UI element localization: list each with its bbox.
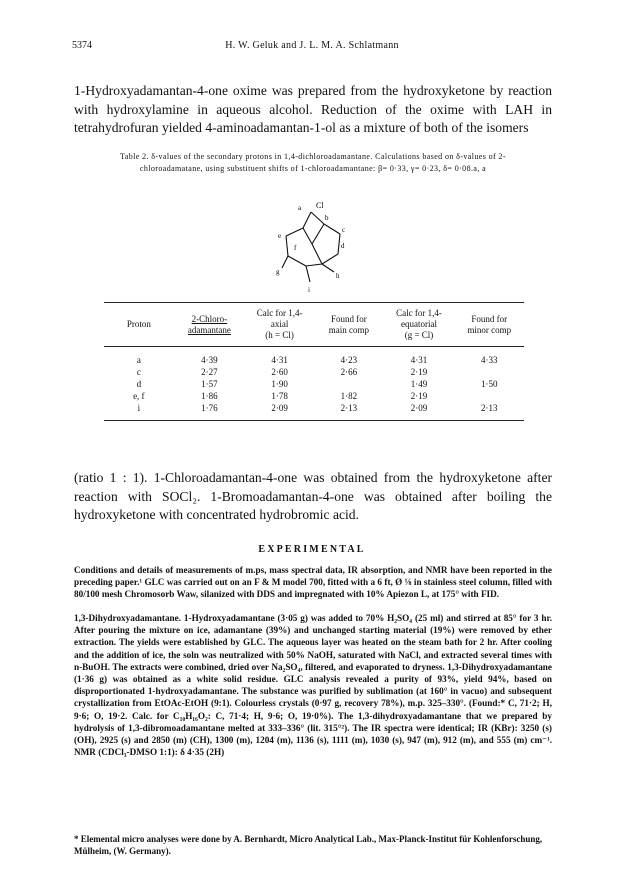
running-title: H. W. Geluk and J. L. M. A. Schlatmann [225,40,399,51]
structure-label-b: b [325,214,329,222]
footnote: * Elemental micro analyses were done by A. Bernhardt, Micro Analytical Lab., Max-Planck-Institut für Kohlenforschung, Mülheim, (W. Germany). [74,834,543,856]
structure-label-i: i [308,286,310,294]
column-header: Found for main comp [314,303,384,347]
table-cell: c [136,367,141,377]
table-cell: 4·23 [340,355,358,365]
table-cell [314,378,384,390]
table-cell: 4·31 [410,355,428,365]
dichloroadamantane-structure [256,198,376,298]
table-cell: 1·78 [271,391,288,401]
table-row [104,366,524,378]
structure-label-f: f [294,244,297,252]
table-cell: 4·31 [271,355,288,365]
table-row [104,402,524,421]
table-caption: Table 2. δ-values of the secondary protons in 1,4-dichloroadamantane. Calculations based on δ-values of 2-chloroadamatane, using substituent shifts of 1-chloroadamantane: β= 0·33, γ= 0·23, δ= 0·08.a, a [120,152,506,173]
table-cell: i [137,403,141,413]
table-row [104,390,524,402]
delta-values-table [104,302,524,421]
page-header [72,40,552,56]
page-number: 5374 [72,40,92,51]
table-cell: 2·60 [271,367,288,377]
table-cell: 2·13 [340,403,358,413]
structure-label-d: d [341,242,345,250]
structure-label-e: e [278,232,282,240]
table-row [104,347,524,367]
table-cell: 2·09 [410,403,428,413]
column-header: Calc for 1,4- axial (h = Cl) [245,303,314,347]
experimental-paragraph-dihydroxyadamantane: 1,3-Dihydroxyadamantane. 1-Hydroxyadamantane (3·05 g) was added to 70% H₂SO₄ (25 ml) and stirred at 85° for 3 hr. After pouring the mixture on ice, adamantane (39%) and unchanged starting material (19%) were removed by ether extraction. The yields were established by GLC. The aqueous layer was heated on the steam bath for 2 hr. After cooling and the addition of ice, the soln was neutralized with 50% NaOH, saturated with NaCl, and extracted several times with n-BuOH. The extracts were combined, dried over Na₂SO₄, filtered, and evaporated to dryness. 1,3-Dihydroxyadamantane (1·36 g) was obtained as a white solid residue. GLC analysis revealed a purity of 93%, yield 94%, based on disproportionated 1-hydroxyadamantane. The substance was purified by sublimation (at 160° in vacuo) and subsequent crystallization from EtOAc-EtOH (9:1). Colourless crystals (0·97 g, recovery 78%), m.p. 325–330°. (Found:* C, 71·2; H, 9·6; O, 19·2. Calc. for C₁₀H₁₆O₂: C, 71·4; H, 9·6; O, 19·0%). The 1,3-dihydroxyadamantane that we prepared by hydrolysis of 1,3-dibromoadamantane melted at 333–336° (lit. 315°²). The IR spectra were identical; IR (KBr): 3250 (s) (OH), 2925 (s) and 2850 (m) (CH), 1300 (m), 1204 (m), 1136 (s), 1111 (m), 1030 (s), 947 (m), 912 (m), and 555 (m) cm⁻¹. NMR (CDCl₃-DMSO 1:1): δ 4·35 (2H) [74,613,552,758]
table-cell: 1·76 [201,403,218,413]
table-header-row [104,303,524,347]
column-header: Found for minor comp [454,303,524,347]
table-cell: 2·27 [201,367,218,377]
table-cell: 1·50 [480,379,498,389]
experimental-paragraph-conditions: Conditions and details of measurements of m.ps, mass spectral data, IR absorption, and NMR have been reported in the preceding paper.¹ GLC was carried out on an F & M model 700, fitted with a 6 ft, Ø ⅛ in stainless steel column, filled with 80/100 mesh Chromosorb Waw, silanized with DDS and impregnated with 10% Apiezon L, at 175° with FID. [74,565,552,600]
table-cell: 1·90 [271,379,288,389]
table-cell: d [136,379,142,389]
table-cell: a [136,355,141,365]
table-cell: 1·86 [201,391,218,401]
table-cell: 1·57 [201,379,218,389]
table-cell: 2·19 [410,367,428,377]
column-header: Calc for 1,4- equatorial (g = Cl) [384,303,455,347]
structure-label-c: c [342,226,346,234]
table-cell [454,366,524,378]
table-cell: e, f [133,391,145,401]
section-heading-experimental: EXPERIMENTAL [258,544,366,555]
structure-label-a: a [298,204,302,212]
structure-label-g: g [276,268,280,276]
table-cell: 1·82 [340,391,358,401]
continuation-paragraph: (ratio 1 : 1). 1-Chloroadamantan-4-one was obtained from the hydroxyketone after reaction with SOCl₂. 1-Bromoadamantan-4-one was obtained after boiling the hydroxyketone with concentrated hydrobromic acid. [74,470,552,522]
table-cell: 4·33 [480,355,498,365]
intro-paragraph: 1-Hydroxyadamantan-4-one oxime was prepared from the hydroxyketone by reaction with hydroxylamine in aqueous alcohol. Reduction of the oxime with LAH in tetrahydrofuran yielded 4-aminoadamantan-1-ol as a mixture of both of the isomers [74,83,552,135]
table-cell: 2·13 [480,403,498,413]
table-cell: 2·19 [410,391,428,401]
table-row [104,378,524,390]
table-cell [454,390,524,402]
table-cell: 1·49 [410,379,428,389]
table-cell: 2·09 [271,403,288,413]
table-cell: 4·39 [201,355,218,365]
structure-label-h: h [336,272,340,280]
column-header: 2-Chloro- adamantane [174,303,245,347]
column-header: Proton [104,303,174,347]
structure-label-cl: Cl [316,201,324,210]
table-cell: 2·66 [340,367,358,377]
